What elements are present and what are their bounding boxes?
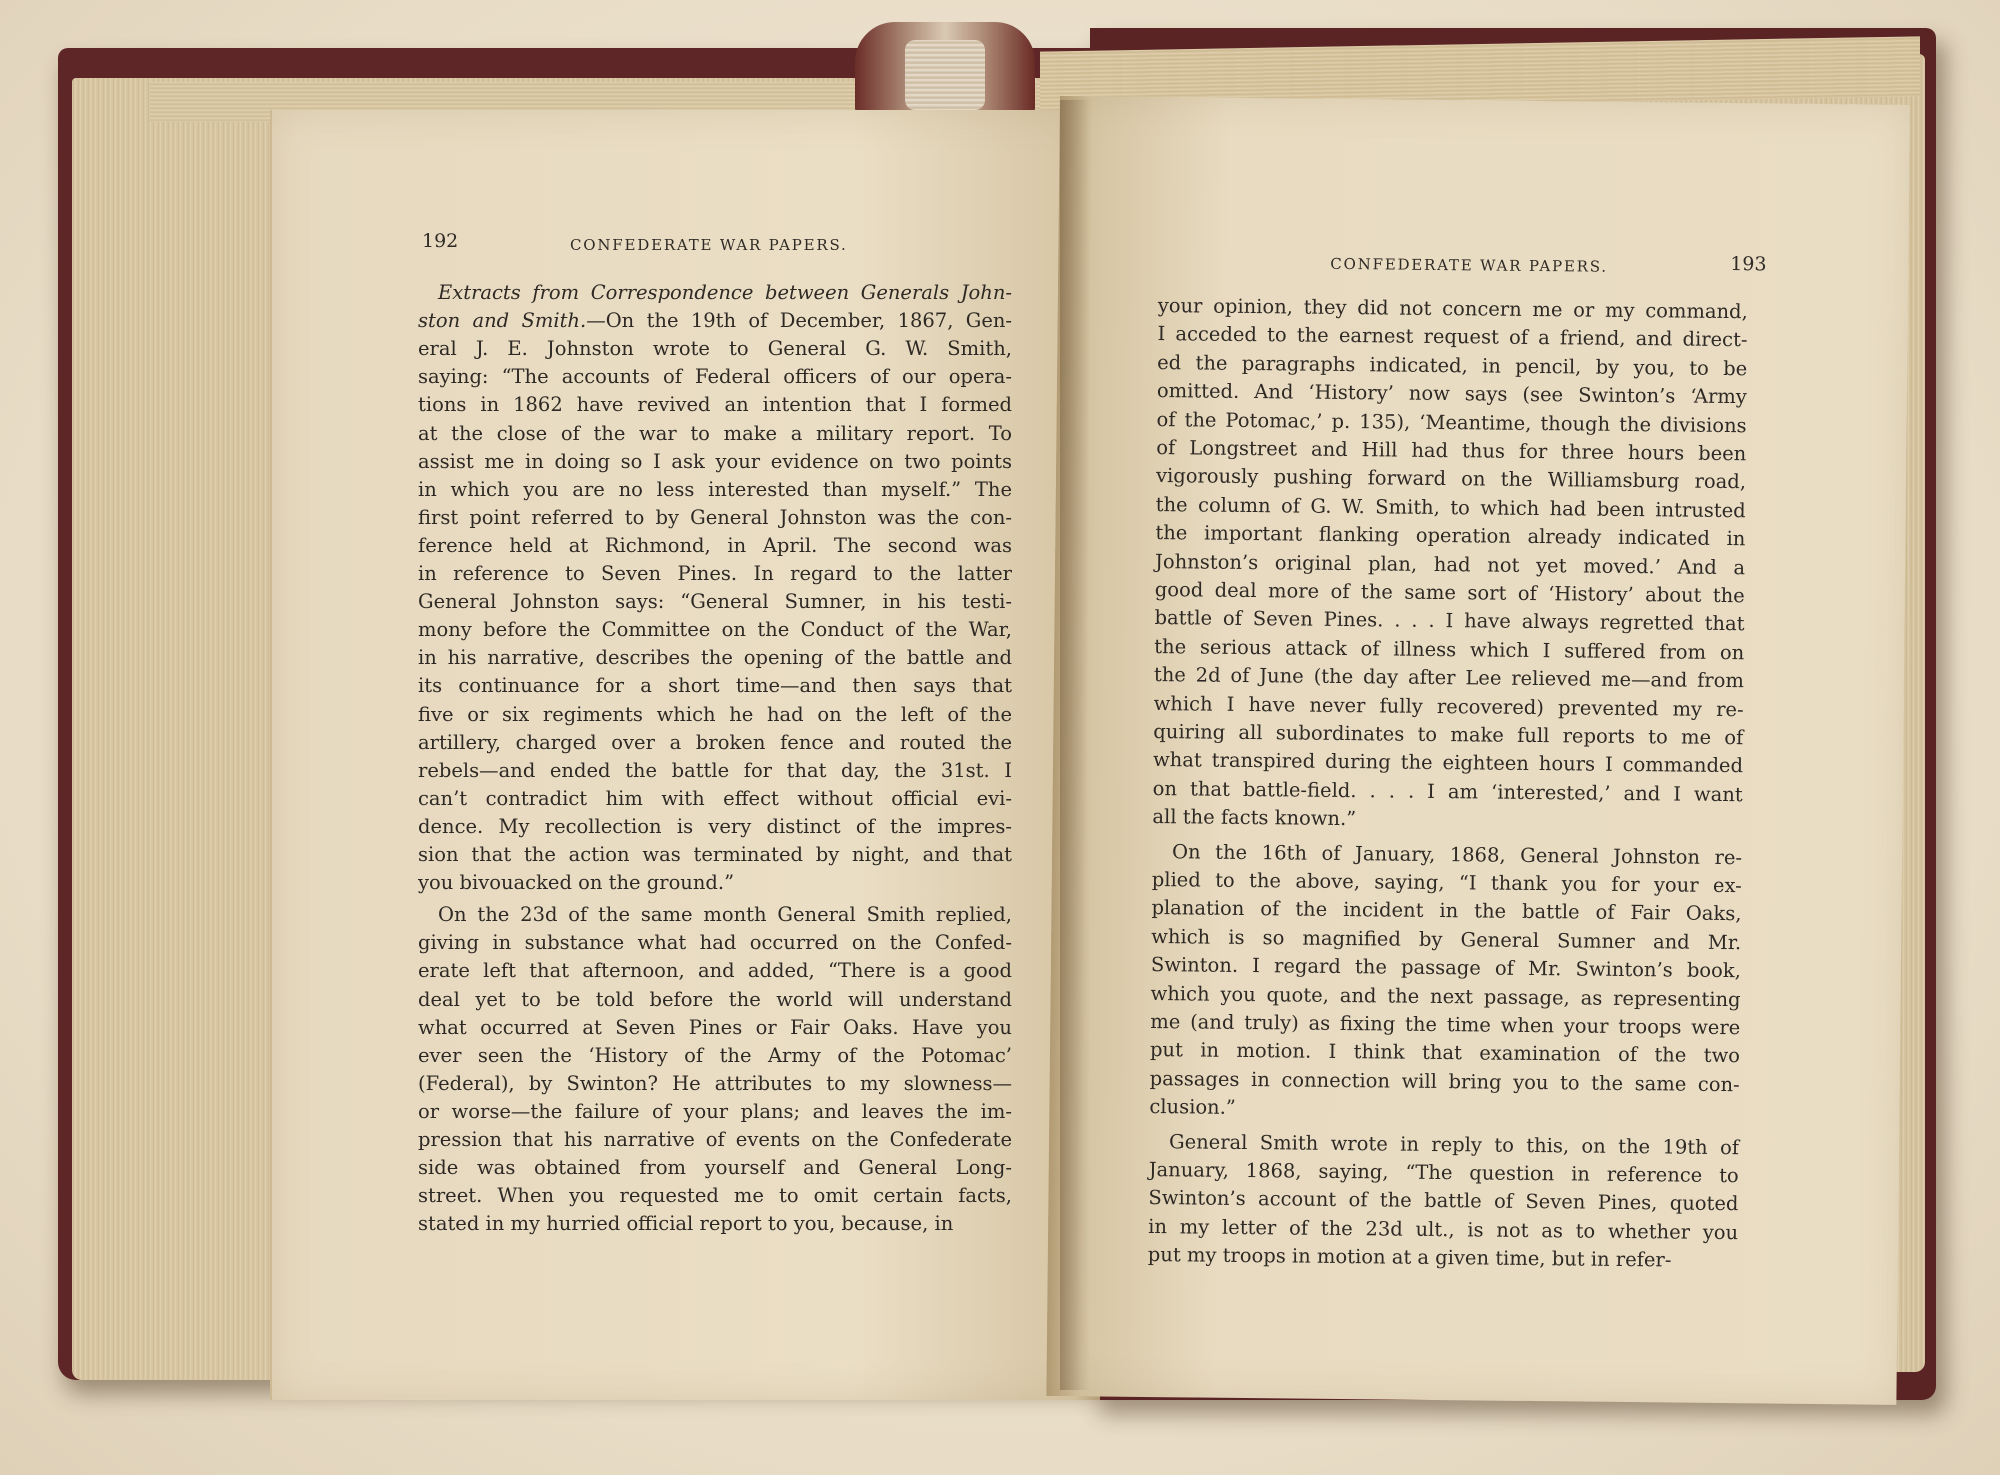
- text-line: omitted. And ‘History’ now says (see Swinton’s ‘Army: [1156, 379, 1748, 409]
- text-line: battle of Seven Pines. . . . I have always regretted that: [1154, 606, 1745, 636]
- text-line: the 2d of June (the day after Lee relieved me—and from: [1153, 663, 1745, 693]
- text-line: can’t contradict him with effect without official evi-: [418, 786, 1012, 810]
- text-line: clusion.”: [1149, 1095, 1236, 1120]
- text-line: all the facts known.”: [1152, 805, 1357, 831]
- text-line: pression that his narrative of events on the Confederate: [418, 1128, 1012, 1151]
- text-line: or worse—the failure of your plans; and leaves the im-: [418, 1099, 1012, 1123]
- text-line: General Johnston says: “General Sumner, in his testi-: [418, 590, 1012, 614]
- text-line: which is so magnified by General Sumner and Mr.: [1151, 924, 1742, 954]
- text-line: On the 23d of the same month General Smith replied,: [438, 903, 1012, 927]
- text-line: in reference to Seven Pines. In regard to the latter: [418, 562, 1012, 585]
- text-line: which I have never fully recovered) prevented my re-: [1153, 691, 1744, 721]
- text-line: deal yet to be told before the world will understand: [418, 987, 1012, 1011]
- text-line: giving in substance what had occurred on the Confed-: [418, 931, 1012, 955]
- text-line: you bivouacked on the ground.”: [418, 871, 735, 895]
- text-line: vigorously pushing forward on the Williamsburg road,: [1155, 464, 1747, 494]
- text-line: planation of the incident in the battle of Fair Oaks,: [1151, 896, 1742, 926]
- text-line: put in motion. I think that examination of the two: [1149, 1038, 1741, 1068]
- text-line: of the Potomac,’ p. 135), ‘Meantime, though the divisions: [1156, 407, 1747, 437]
- text-line: passages in connection will bring you to the same con-: [1149, 1066, 1740, 1096]
- text-line: rebels—and ended the battle for that day, the 31st. I: [418, 758, 1012, 782]
- text-line: eral J. E. Johnston wrote to General G. W. Smith,: [418, 337, 1012, 361]
- text-line: in his narrative, describes the opening of the battle and: [418, 646, 1012, 670]
- text-line: the important flanking operation already indicated in: [1155, 521, 1746, 551]
- text-line: (Federal), by Swinton? He attributes to my slowness—: [418, 1071, 1012, 1095]
- text-line: the serious attack of illness which I suffered from on: [1154, 634, 1745, 664]
- text-line: stated in my hurried official report to you, because, in: [418, 1212, 954, 1236]
- text-line: ever seen the ‘History of the Army of the Potomac’: [418, 1043, 1012, 1067]
- text-line: ed the paragraphs indicated, in pencil, by you, to be: [1157, 350, 1748, 381]
- text-line: which you quote, and the next passage, as representing: [1150, 981, 1741, 1011]
- text-line: its continuance for a short time—and then says that: [418, 674, 1012, 698]
- text-line: put my troops in motion at a given time, but in refer-: [1147, 1243, 1672, 1272]
- text-line: [418, 308, 1012, 334]
- text-span: —On the 19th of December, 1867, Gen-: [586, 309, 1013, 333]
- text-line: tions in 1862 have revived an intention that I formed: [418, 393, 1012, 417]
- text-line: first point referred to by General Johnston was the con-: [418, 505, 1012, 529]
- left-running-head: CONFEDERATE WAR PAPERS.: [570, 236, 848, 254]
- text-line: in which you are no less interested than myself.” The: [418, 477, 1012, 501]
- left-page-number: 192: [422, 230, 459, 252]
- text-line: plied to the above, saying, “I thank you for your ex-: [1151, 868, 1742, 898]
- text-line: me (and truly) as fixing the time when your troops were: [1150, 1009, 1741, 1040]
- right-page: [1046, 96, 1910, 1405]
- gutter-shadow: [1060, 100, 1090, 1390]
- text-line: erate left that afternoon, and added, “There is a good: [418, 959, 1012, 983]
- text-line: saying: “The accounts of Federal officers of our opera-: [418, 365, 1012, 389]
- text-line: On the 16th of January, 1868, General Johnston re-: [1171, 839, 1743, 869]
- left-page: [270, 110, 1100, 1400]
- text-line: assist me in doing so I ask your evidence on two points: [418, 449, 1012, 473]
- text-line: ference held at Richmond, in April. The second was: [418, 533, 1012, 557]
- text-line: good deal more of the same sort of ‘History’ about the: [1154, 578, 1745, 608]
- right-page-number: 193: [1730, 253, 1767, 276]
- text-line: quiring all subordinates to make full reports to me of: [1153, 720, 1744, 750]
- text-line: January, 1868, saying, “The question in reference to: [1148, 1157, 1739, 1188]
- text-line: artillery, charged over a broken fence and routed the: [418, 730, 1012, 754]
- text-line: at the close of the war to make a military report. To: [418, 421, 1012, 445]
- text-line: dence. My recollection is very distinct of the impres-: [418, 814, 1012, 838]
- text-line: the column of G. W. Smith, to which had been intrusted: [1155, 492, 1746, 522]
- text-line: on that battle-field. . . . I am ‘interested,’ and I want: [1152, 776, 1743, 806]
- binding-thread: [905, 40, 985, 110]
- text-line: sion that the action was terminated by night, and that: [418, 843, 1012, 866]
- text-line: in my letter of the 23d ult., is not as to whether you: [1148, 1214, 1739, 1244]
- text-line: Johnston’s original plan, had not yet moved.’ And a: [1155, 549, 1746, 579]
- text-line: what transpired during the eighteen hours I commanded: [1152, 748, 1744, 778]
- right-running-head: CONFEDERATE WAR PAPERS.: [1330, 254, 1608, 276]
- text-line: mony before the Committee on the Conduct of the War,: [418, 618, 1012, 642]
- text-line: I acceded to the earnest request of a friend, and direct-: [1157, 322, 1748, 352]
- left-heading-line: [438, 280, 1012, 306]
- text-line: street. When you requested me to omit certain facts,: [418, 1184, 1012, 1208]
- text-line: what occurred at Seven Pines or Fair Oaks. Have you: [418, 1015, 1012, 1039]
- text-line: General Smith wrote in reply to this, on the 19th of: [1168, 1129, 1740, 1159]
- text-line: side was obtained from yourself and General Long-: [418, 1156, 1012, 1180]
- text-line: of Longstreet and Hill had thus for three hours been: [1156, 436, 1747, 466]
- text-line: your opinion, they did not concern me or my command,: [1157, 294, 1748, 324]
- text-line: five or six regiments which he had on the left of the: [418, 702, 1012, 726]
- text-line: Swinton. I regard the passage of Mr. Swinton’s book,: [1150, 953, 1741, 983]
- left-heading-italic-end: ston and Smith.: [418, 309, 587, 333]
- text-line: Swinton’s account of the battle of Seven Pines, quoted: [1148, 1186, 1739, 1216]
- left-heading-italic: Extracts from Correspondence between Generals John-: [438, 281, 1012, 304]
